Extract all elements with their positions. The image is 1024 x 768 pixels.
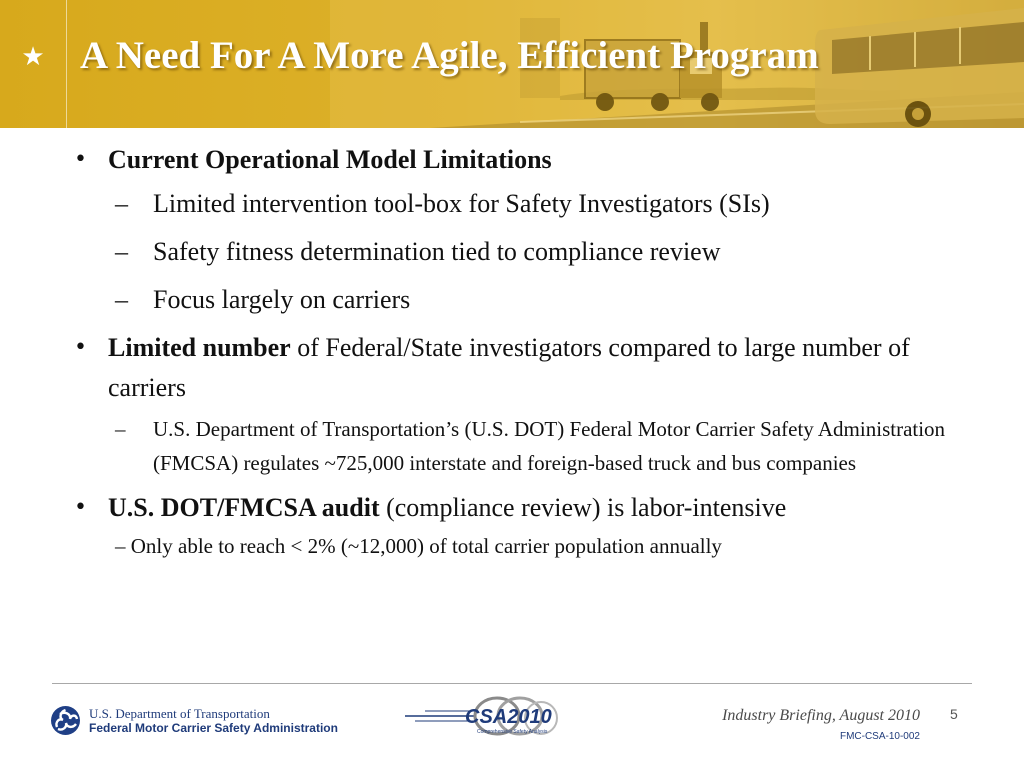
bullet-3-rest: (compliance review) is labor-intensive — [379, 493, 787, 522]
document-code: FMC-CSA-10-002 — [839, 731, 920, 742]
page-number: 5 — [950, 706, 958, 722]
header-star-box — [0, 0, 67, 128]
bullet-2-rest: of Federal/State investigators compared to large number of carriers — [108, 333, 910, 402]
agency-name-line2: Federal Motor Carrier Safety Administration — [89, 721, 338, 735]
slide-body — [0, 140, 1024, 564]
slide-title: A Need For A More Agile, Efficient Program — [80, 34, 819, 77]
csa-logo-text: CSA2010 — [465, 706, 552, 728]
sub-bullet-2-1: – U.S. Department of Transportation’s (U.S. DOT) Federal Motor Carrier Safety Administration (FMCSA) regulates ~725,000 interstate and foreign-based truck and bus companies — [153, 412, 983, 480]
bullet-1 — [108, 140, 988, 180]
bullet-3-bold: U.S. DOT/FMCSA audit — [108, 493, 380, 522]
csa-logo-subtext: Comprehensive Safety Analysis — [477, 729, 548, 735]
bullet-1-bold: Current Operational Model Limitations — [108, 145, 552, 174]
sub-bullet-1-1: – Limited intervention tool-box for Safety Investigators (SIs) — [153, 180, 973, 228]
footer-briefing: Industry Briefing, August 2010 — [722, 707, 920, 724]
sub-bullet-1-2: – Safety fitness determination tied to compliance review — [153, 228, 973, 276]
bullet-2-bold: Limited number — [108, 333, 291, 362]
sub-bullet-1-3: – Focus largely on carriers — [153, 276, 973, 324]
bullet-3 — [108, 488, 988, 528]
dot-triskelion-icon — [51, 706, 80, 735]
agency-name-line1: U.S. Department of Transportation — [89, 706, 270, 721]
footer-divider — [52, 683, 972, 684]
sub-bullet-3-1: – Only able to reach < 2% (~12,000) of total carrier population annually — [115, 534, 722, 558]
bullet-2 — [108, 328, 988, 408]
csa2010-logo — [405, 692, 560, 744]
star-icon: ★ — [21, 42, 45, 72]
slide-header-banner — [0, 0, 1024, 128]
